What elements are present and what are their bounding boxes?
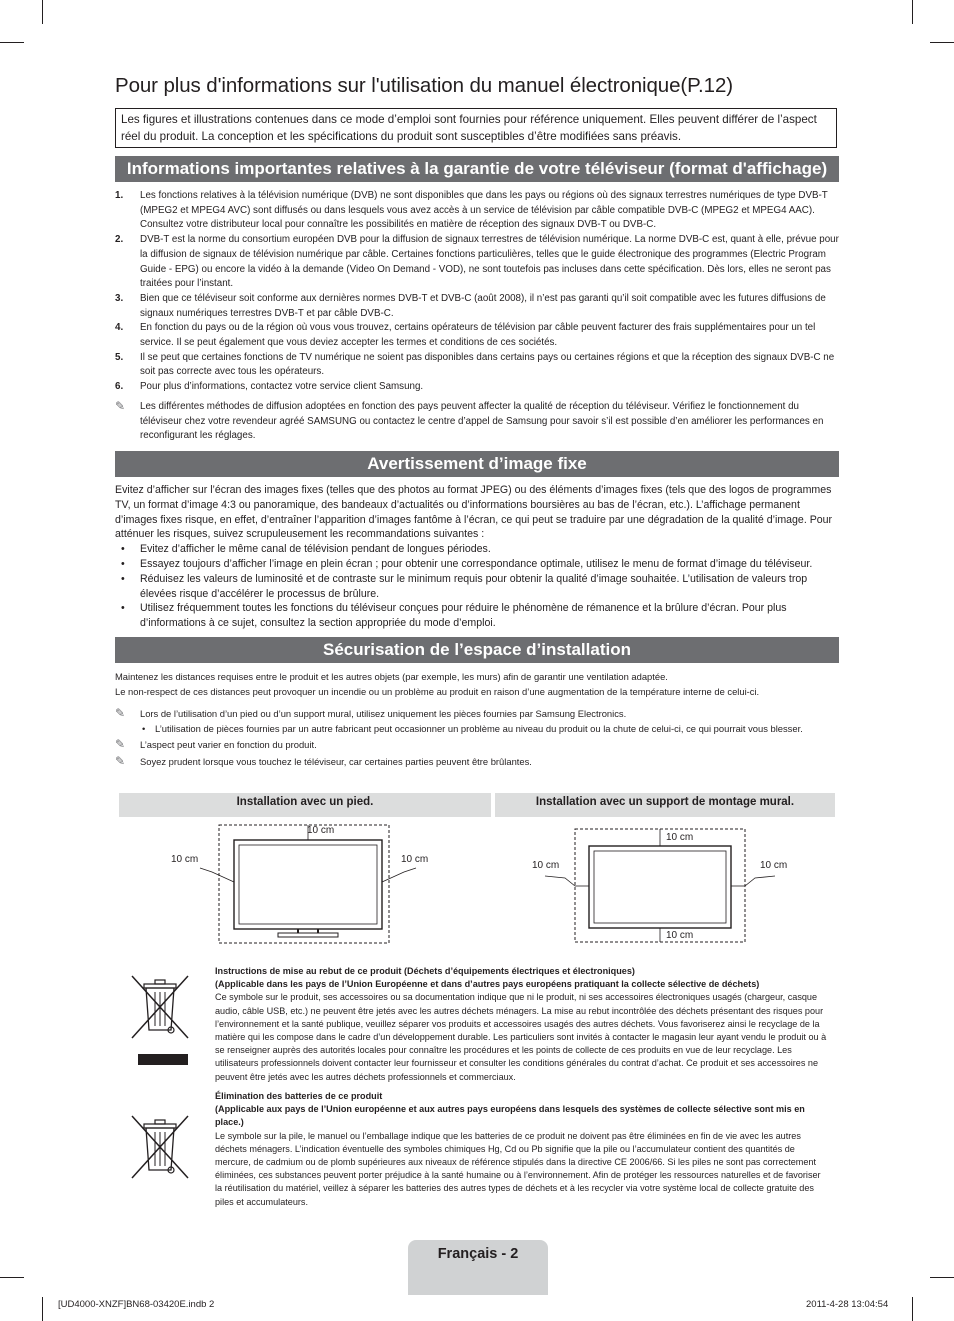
crop-mark xyxy=(912,0,913,24)
wall-right-clearance-label: 10 cm xyxy=(760,860,788,871)
installation-text xyxy=(115,670,839,770)
still-image-intro: Evitez d’afficher sur l’écran des images fixes (telles que des photos au format JPEG) ou des éléments d’images fixes (tels que des logos de programmes TV, un format d’image 4:3 ou panoramique, des bandeaux d’actualités ou d’informations boursières au bas de l’écran, etc.). L’affichage permanent d’images fixes risque, en effet, d’entraîner l’apparition d’images fantôme à l’écran, ce qui peut se traduire par une dégradation de la qualité d’image. Pour atténuer les risques, suivez scrupuleusement les recommandations suivantes : xyxy=(115,484,833,541)
installation-note-3: ✎ Soyez prudent lorsque vous touchez le téléviseur, car certaines parties peuvent être brûlantes. xyxy=(115,753,532,768)
crop-mark xyxy=(0,1277,24,1278)
crop-mark xyxy=(930,1277,954,1278)
weee-product-subtitle: (Applicable dans les pays de l’Union Européenne et dans d’autres pays européens pratiquant la collecte sélective de déchets) xyxy=(215,979,760,990)
weee-battery-title: Élimination des batteries de ce produit xyxy=(215,1091,383,1101)
weee-battery-subtitle: (Applicable aux pays de l’Union européenne et aux autres pays européens dans lesquels des systèmes de collecte sélective sont mis en place.) xyxy=(215,1104,805,1128)
list-item: 4. En fonction du pays ou de la région où vous vous trouvez, certains opérateurs de télévision par câble peuvent facturer des frais supplémentaires pour un tel service. Il se peut également que vous deviez accepter les termes et conditions de ces sociétés. xyxy=(115,322,816,349)
stand-left-clearance-label: 10 cm xyxy=(171,854,199,865)
wall-top-clearance-label: 10 cm xyxy=(666,832,694,843)
pencil-icon: ✎ xyxy=(115,398,126,413)
list-item: 6. Pour plus d’informations, contactez votre service client Samsung. xyxy=(115,381,424,393)
list-item: • Essayez toujours d’afficher l’image en plein écran ; pour obtenir une correspondance optimale, utilisez le menu de format d’image du téléviseur. xyxy=(121,557,813,570)
list-item: • Réduisez les valeurs de luminosité et de contraste sur le minimum requis pour obtenir la qualité d’image souhaitée. L’utilisation de valeurs trop élevées risque d’accélérer le processus de brûlure. xyxy=(121,572,808,600)
footer-timestamp: 2011-4-28 13:04:54 xyxy=(806,1299,889,1310)
crop-mark xyxy=(42,1297,43,1321)
crossed-bin-icon xyxy=(128,972,192,1068)
pencil-icon: ✎ xyxy=(115,753,126,768)
list-item: 1. Les fonctions relatives à la télévision numérique (DVB) ne sont disponibles que dans les pays ou régions où des signaux terrestres numériques de type DVB-T (MPEG2 et MPEG4 AVC) sont diffusés ou dans lesquels vous avez accès à un service de télévision par câble compatible DVB-C (MPEG2 et MPEG4 AAC). Consultez votre distributeur local pour connaître les possibilités en matière de réception des signaux DVB-T ou DVB-C. xyxy=(115,190,828,231)
wall-bottom-clearance-label: 10 cm xyxy=(666,930,694,941)
pencil-icon: ✎ xyxy=(115,706,126,721)
crop-mark xyxy=(42,0,43,24)
notice-box: Les figures et illustrations contenues dans ce mode d’emploi sont fournies pour référence uniquement. Elles peuvent différer de l’aspect réel du produit. La conception et les spécifications du produit sont susceptibles d’être modifiées sans préavis. xyxy=(115,108,837,148)
wall-left-clearance-label: 10 cm xyxy=(532,860,560,871)
list-item: • Evitez d’afficher le même canal de télévision pendant de longues périodes. xyxy=(121,543,491,556)
footer-file-name: [UD4000-XNZF]BN68-03420E.indb 2 xyxy=(58,1299,215,1310)
list-item: • Utilisez fréquemment toutes les fonctions du téléviseur conçues pour réduire le phénomène de rémanence et la brûlure d’écran. Pour plus d’informations à ce sujet, consultez la section appropriée du mode d’emploi. xyxy=(121,602,787,630)
warranty-list xyxy=(115,189,839,444)
page-number-tab: Français - 2 xyxy=(408,1240,548,1295)
warranty-note: ✎ Les différentes méthodes de diffusion adoptées en fonction des pays peuvent affecter la qualité de réception du téléviseur. Vérifiez le fonctionnement du téléviseur chez votre revendeur agréé SAMSUNG ou contactez le centre d’appel de Samsung pour savoir s’il est possible d’en améliorer les performances en reconfigurant les réglages. xyxy=(115,398,824,442)
installation-line-1: Maintenez les distances requises entre le produit et les autres objets (par exemple, les murs) afin de garantir une ventilation adaptée. xyxy=(115,671,668,682)
list-item: 2. DVB-T est la norme du consortium européen DVB pour la diffusion de signaux terrestres de télévision numérique. La norme DVB-C est, quant à elle, prévue pour la diffusion de signaux de télévision numérique par câble. Certaines fonctions particulières, telles que le guide électronique des programmes (Electric Program Guide - EPG) ou encore la vidéo à la demande (Video On Demand - VOD), ne sont toutefois pas incluses dans cette spécification. Dès lors, elles ne seront pas traitées pour l’instant. xyxy=(115,234,839,290)
installation-line-2: Le non-respect de ces distances peut provoquer un incendie ou un problème au produit en raison d’une augmentation de la température interne de celui-ci. xyxy=(115,685,760,697)
weee-product-block xyxy=(215,965,827,1084)
stand-top-clearance-label: 10 cm xyxy=(307,825,335,836)
pencil-icon: ✎ xyxy=(115,737,126,752)
crop-mark xyxy=(0,42,24,43)
crop-mark xyxy=(912,1297,913,1321)
section-heading-installation: Sécurisation de l’espace d’installation xyxy=(115,637,839,663)
crop-mark xyxy=(930,42,954,43)
stand-clearance-diagram xyxy=(160,820,450,950)
weee-battery-block xyxy=(215,1090,827,1209)
weee-product-body: Ce symbole sur le produit, ses accessoires ou sa documentation indique que ni le produit, ni ses accessoires électroniques usagés (chargeur, casque audio, câble USB, etc.) ne peuvent être jetés avec les autres déchets ménagers. La mise au rebut incontrôlée des déchets présentant des risques pour l’environnement et la santé publique, veuillez séparer vos produits et accessoires usagés des autres déchets. Vous favoriserez ainsi le recyclage de la matière qui les compose dans le cadre d’un développement durable. Les particuliers sont invités à contacter le magasin leur ayant vendu le produit ou à se renseigner auprès des autorités locales pour connaître les procédures et les points de collecte de ces produits en vue de leur recyclage. Les utilisateurs professionnels doivent contacter leur fournisseur et consulter les conditions générales du contrat d’achat. Ce produit et ses accessoires ne peuvent être jetés avec les autres déchets professionnels et commerciaux. xyxy=(215,992,827,1082)
list-item: • L’utilisation de pièces fournies par un autre fabricant peut occasionner un problème au niveau du produit ou la chute de celui-ci, ce qui pourrait vous blesser. xyxy=(142,722,803,734)
stand-install-header: Installation avec un pied. xyxy=(119,793,491,817)
section-heading-warranty: Informations importantes relatives à la garantie de votre téléviseur (format d'affichage) xyxy=(115,156,839,182)
installation-note-1: ✎ Lors de l’utilisation d’un pied ou d’un support mural, utilisez uniquement les pièces fournies par Samsung Electronics. xyxy=(115,706,627,721)
list-item: 5. Il se peut que certaines fonctions de TV numérique ne soient pas disponibles dans certains pays ou certaines régions et que la réception des signaux DVB-C ne soit pas correcte avec tous les opérateurs. xyxy=(115,351,835,378)
page-title: Pour plus d'informations sur l'utilisation du manuel électronique(P.12) xyxy=(115,74,733,97)
wall-clearance-diagram xyxy=(525,820,795,950)
weee-battery-body: Le symbole sur la pile, le manuel ou l’emballage indique que les batteries de ce produit ne doivent pas être éliminées en fin de vie avec les autres déchets ménagers. L’indication éventuelle des symboles chimiques Hg, Cd ou Pb signifie que la pile ou l’accumulateur contient des quantités de mercure, de cadmium ou de plomb supérieures aux niveaux de référence stipulés dans la directive CE 2006/66. Si les piles ne sont pas correctement éliminées, ces substances peuvent porter préjudice à la santé humaine ou à l’environnement. Afin de protéger les ressources naturelles et de favoriser la réutilisation du matériel, veillez à séparer les batteries des autres types de déchets et à les recycler via votre système local de collecte gratuite des piles et accumulateurs. xyxy=(215,1130,821,1207)
stand-right-clearance-label: 10 cm xyxy=(401,854,429,865)
crossed-battery-bin-icon xyxy=(128,1112,192,1182)
weee-product-title: Instructions de mise au rebut de ce produit (Déchets d’équipements électriques et électroniques) xyxy=(215,966,635,976)
list-item: 3. Bien que ce téléviseur soit conforme aux dernières normes DVB-T et DVB-C (août 2008), il n’est pas garanti qu’il soit compatible avec les futures diffusions de signaux numériques terrestres DVB-T et par câble DVB-C. xyxy=(115,292,826,319)
installation-note-2: ✎ L’aspect peut varier en fonction du produit. xyxy=(115,737,317,752)
section-heading-still-image: Avertissement d’image fixe xyxy=(115,451,839,477)
wall-install-header: Installation avec un support de montage mural. xyxy=(495,793,835,817)
still-image-text xyxy=(115,483,839,631)
